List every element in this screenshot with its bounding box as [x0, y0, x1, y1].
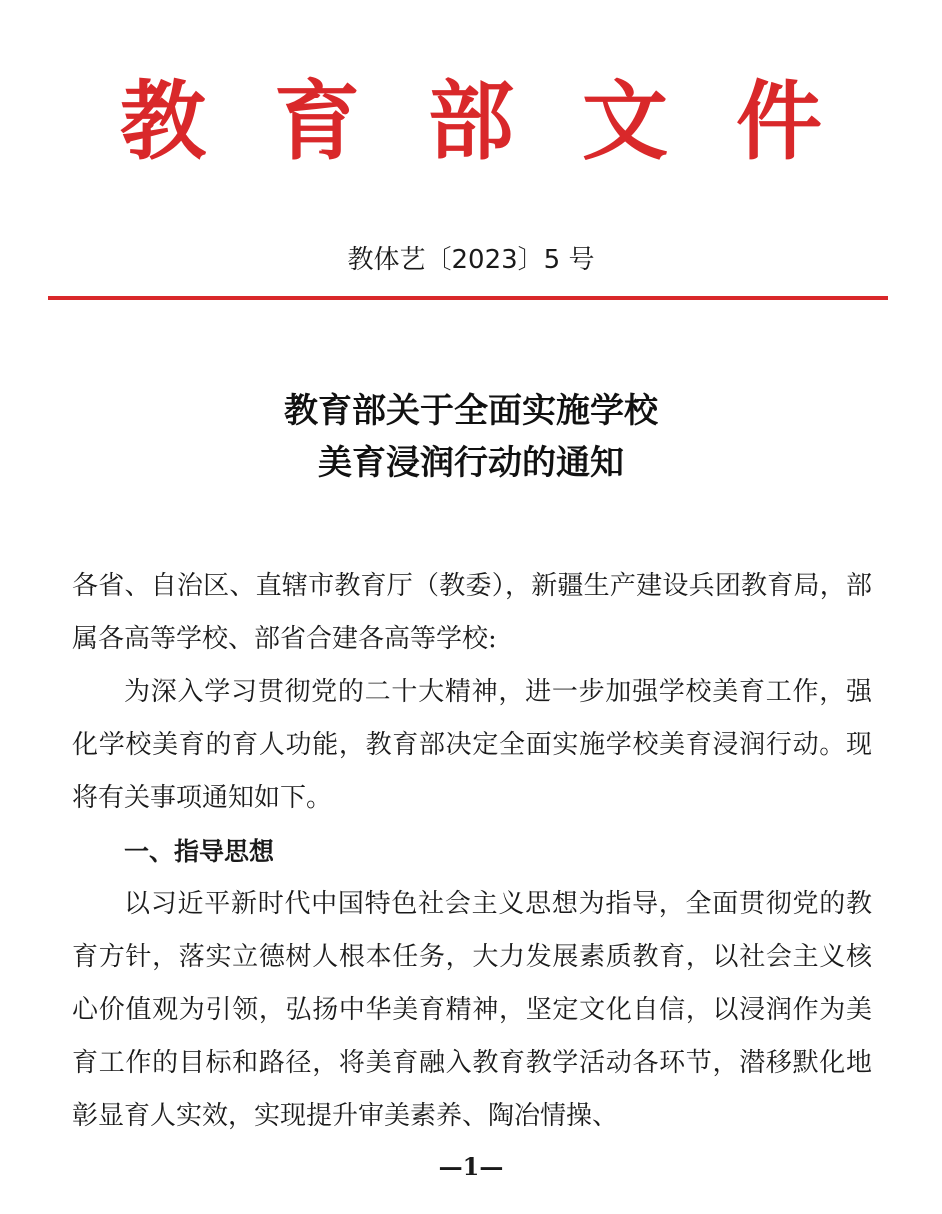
red-divider-line — [48, 296, 888, 300]
masthead-char: 教 — [120, 71, 206, 172]
masthead-char: 育 — [274, 71, 360, 172]
document-title — [0, 385, 942, 489]
addressee-paragraph: 各省、自治区、直辖市教育厅（教委），新疆生产建设兵团教育局，部属各高等学校、部省合建各高等学校: — [72, 571, 872, 654]
document-number: 教体艺〔2023〕5 号 — [347, 245, 595, 275]
section-heading: 一、指导思想 — [124, 837, 275, 866]
intro-paragraph: 为深入学习贯彻党的二十大精神，进一步加强学校美育工作，强化学校美育的育人功能，教育部决定全面实施学校美育浸润行动。现将有关事项通知如下。 — [72, 677, 872, 813]
title-line-1: 教育部关于全面实施学校 — [284, 391, 658, 431]
masthead — [0, 72, 942, 172]
masthead-char: 文 — [582, 71, 668, 172]
masthead-char: 部 — [428, 71, 514, 172]
masthead-char: 件 — [736, 71, 822, 172]
page-number: —1— — [438, 1152, 504, 1181]
document-body — [72, 560, 872, 1143]
title-line-2: 美育浸润行动的通知 — [318, 443, 624, 483]
section-paragraph: 以习近平新时代中国特色社会主义思想为指导，全面贯彻党的教育方针，落实立德树人根本任务，大力发展素质教育，以社会主义核心价值观为引领，弘扬中华美育精神，坚定文化自信，以浸润作为美育工作的目标和路径，将美育融入教育教学活动各环节，潜移默化地彰显育人实效，实现提升审美素养、陶冶情操、 — [72, 889, 872, 1131]
